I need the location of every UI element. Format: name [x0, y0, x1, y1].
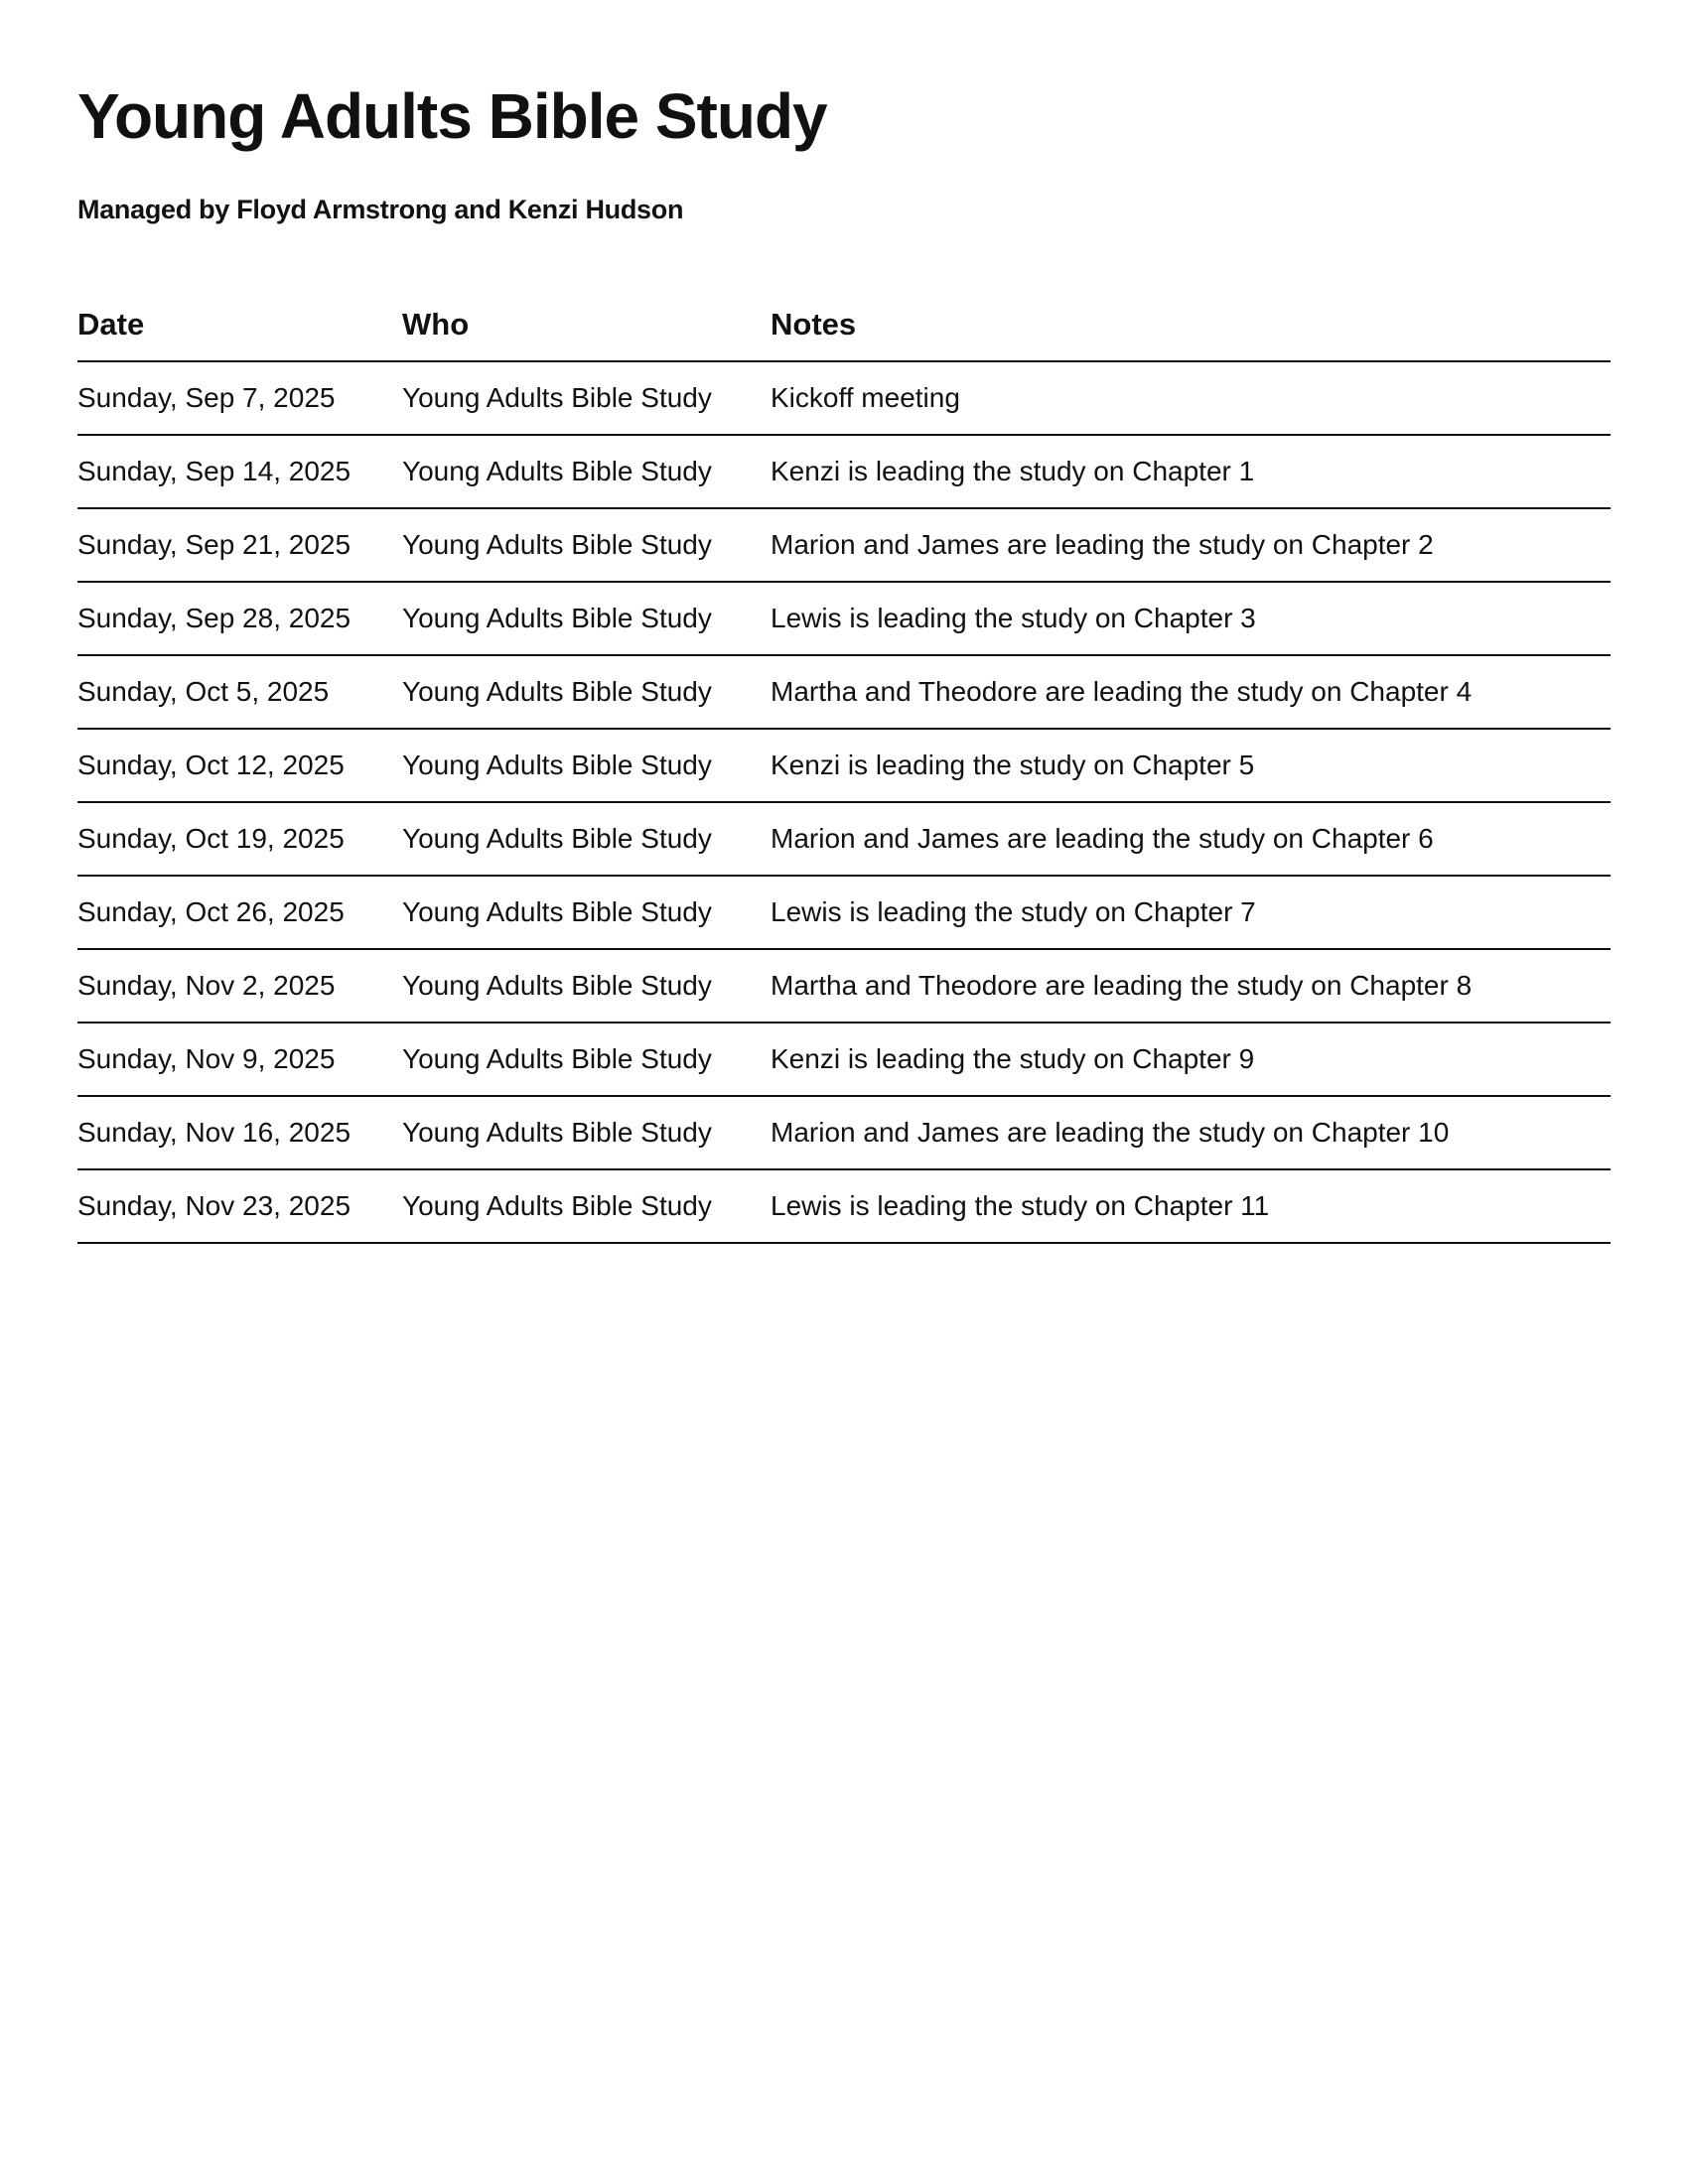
cell-notes: Lewis is leading the study on Chapter 11 [771, 1169, 1611, 1243]
table-row [77, 1096, 1611, 1169]
table-row [77, 802, 1611, 876]
header-notes: Notes [771, 289, 1611, 361]
header-date: Date [77, 289, 402, 361]
cell-who: Young Adults Bible Study [402, 802, 771, 876]
cell-who: Young Adults Bible Study [402, 508, 771, 582]
header-row [77, 289, 1611, 361]
cell-date: Sunday, Sep 7, 2025 [77, 361, 402, 435]
cell-date: Sunday, Oct 26, 2025 [77, 876, 402, 949]
cell-notes: Marion and James are leading the study on Chapter 6 [771, 802, 1611, 876]
cell-who: Young Adults Bible Study [402, 1023, 771, 1096]
table-row [77, 508, 1611, 582]
cell-notes: Lewis is leading the study on Chapter 7 [771, 876, 1611, 949]
cell-notes: Marion and James are leading the study on Chapter 2 [771, 508, 1611, 582]
cell-date: Sunday, Nov 16, 2025 [77, 1096, 402, 1169]
cell-who: Young Adults Bible Study [402, 949, 771, 1023]
cell-date: Sunday, Nov 23, 2025 [77, 1169, 402, 1243]
cell-date: Sunday, Oct 12, 2025 [77, 729, 402, 802]
cell-who: Young Adults Bible Study [402, 729, 771, 802]
cell-who: Young Adults Bible Study [402, 1096, 771, 1169]
cell-who: Young Adults Bible Study [402, 582, 771, 655]
cell-who: Young Adults Bible Study [402, 435, 771, 508]
table-row [77, 1023, 1611, 1096]
table-row [77, 729, 1611, 802]
page-subtitle: Managed by Floyd Armstrong and Kenzi Hudson [77, 195, 684, 224]
table-row [77, 1169, 1611, 1243]
schedule-table [77, 289, 1611, 1244]
cell-notes: Kenzi is leading the study on Chapter 9 [771, 1023, 1611, 1096]
header-who: Who [402, 289, 771, 361]
cell-who: Young Adults Bible Study [402, 876, 771, 949]
cell-notes: Martha and Theodore are leading the study on Chapter 8 [771, 949, 1611, 1023]
cell-who: Young Adults Bible Study [402, 655, 771, 729]
cell-notes: Martha and Theodore are leading the study on Chapter 4 [771, 655, 1611, 729]
table-header [77, 289, 1611, 361]
cell-notes: Kickoff meeting [771, 361, 1611, 435]
cell-date: Sunday, Sep 21, 2025 [77, 508, 402, 582]
cell-date: Sunday, Nov 9, 2025 [77, 1023, 402, 1096]
cell-notes: Marion and James are leading the study on Chapter 10 [771, 1096, 1611, 1169]
table-row [77, 435, 1611, 508]
table-row [77, 949, 1611, 1023]
page-title: Young Adults Bible Study [77, 80, 827, 152]
table-row [77, 655, 1611, 729]
table-row [77, 361, 1611, 435]
cell-date: Sunday, Oct 5, 2025 [77, 655, 402, 729]
cell-notes: Kenzi is leading the study on Chapter 1 [771, 435, 1611, 508]
cell-who: Young Adults Bible Study [402, 1169, 771, 1243]
cell-date: Sunday, Sep 28, 2025 [77, 582, 402, 655]
cell-date: Sunday, Oct 19, 2025 [77, 802, 402, 876]
table-row [77, 876, 1611, 949]
cell-notes: Kenzi is leading the study on Chapter 5 [771, 729, 1611, 802]
cell-notes: Lewis is leading the study on Chapter 3 [771, 582, 1611, 655]
cell-date: Sunday, Sep 14, 2025 [77, 435, 402, 508]
table-body [77, 361, 1611, 1243]
cell-date: Sunday, Nov 2, 2025 [77, 949, 402, 1023]
table-row [77, 582, 1611, 655]
cell-who: Young Adults Bible Study [402, 361, 771, 435]
